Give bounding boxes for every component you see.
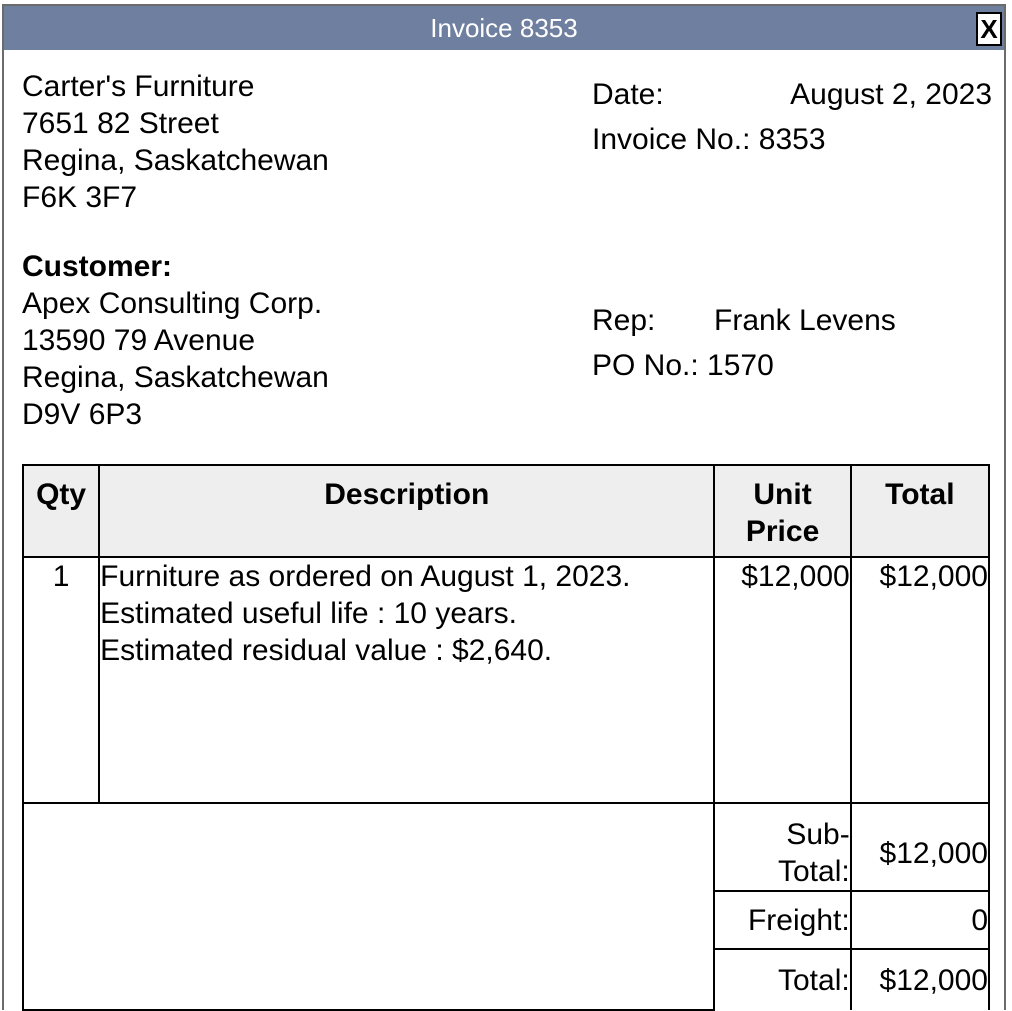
title-bar	[4, 6, 1004, 50]
rep-value: Frank Levens	[714, 304, 896, 337]
total-header: Total	[851, 465, 989, 557]
table-header-row	[23, 465, 989, 557]
close-button[interactable]: X	[976, 12, 1002, 46]
invoice-number-label: Invoice No.:	[592, 123, 751, 156]
table-row	[23, 557, 989, 803]
customer-name: Apex Consulting Corp.	[22, 287, 323, 320]
date-value: August 2, 2023	[790, 78, 992, 111]
row-description	[99, 557, 714, 803]
rep-label: Rep:	[592, 304, 656, 337]
unit-price-header-line2: Price	[745, 515, 820, 548]
seller-postal: F6K 3F7	[22, 181, 138, 214]
seller-name: Carter's Furniture	[22, 70, 255, 103]
subtotal-label-line1: Sub-	[786, 818, 850, 851]
seller-city: Regina, Saskatchewan	[22, 144, 329, 177]
freight-label: Freight:	[714, 891, 850, 949]
customer-street: 13590 79 Avenue	[22, 324, 256, 357]
summary-spacer	[23, 803, 714, 1010]
rep-meta	[592, 298, 992, 388]
customer-heading: Customer:	[22, 250, 173, 283]
seller-address	[22, 68, 329, 216]
subtotal-row	[23, 803, 989, 891]
customer-city: Regina, Saskatchewan	[22, 361, 329, 394]
invoice-window	[2, 4, 1006, 1010]
unit-price-header-line1: Unit	[753, 478, 812, 511]
seller-street: 7651 82 Street	[22, 107, 219, 140]
total-label: Total:	[714, 949, 850, 1010]
row-unit-price: $12,000	[714, 557, 850, 803]
total-value: $12,000	[851, 949, 989, 1010]
po-value: 1570	[707, 349, 774, 382]
customer-address	[22, 248, 329, 433]
subtotal-label	[714, 803, 850, 891]
unit-price-header	[714, 465, 850, 557]
po-label: PO No.:	[592, 349, 699, 382]
subtotal-label-line2: Total:	[777, 855, 850, 888]
row-total: $12,000	[851, 557, 989, 803]
row-qty: 1	[23, 557, 99, 803]
qty-header: Qty	[23, 465, 99, 557]
freight-value: 0	[851, 891, 989, 949]
description-line: Furniture as ordered on August 1, 2023.	[100, 560, 631, 593]
date-label: Date:	[592, 78, 664, 111]
description-header: Description	[99, 465, 714, 557]
description-line: Estimated residual value : $2,640.	[100, 634, 553, 667]
subtotal-value: $12,000	[851, 803, 989, 891]
window-title: Invoice 8353	[430, 13, 578, 43]
invoice-meta	[592, 72, 992, 162]
customer-postal: D9V 6P3	[22, 398, 143, 431]
line-items-table	[22, 464, 990, 1011]
description-line: Estimated useful life : 10 years.	[100, 597, 518, 630]
invoice-number-value: 8353	[758, 123, 826, 156]
